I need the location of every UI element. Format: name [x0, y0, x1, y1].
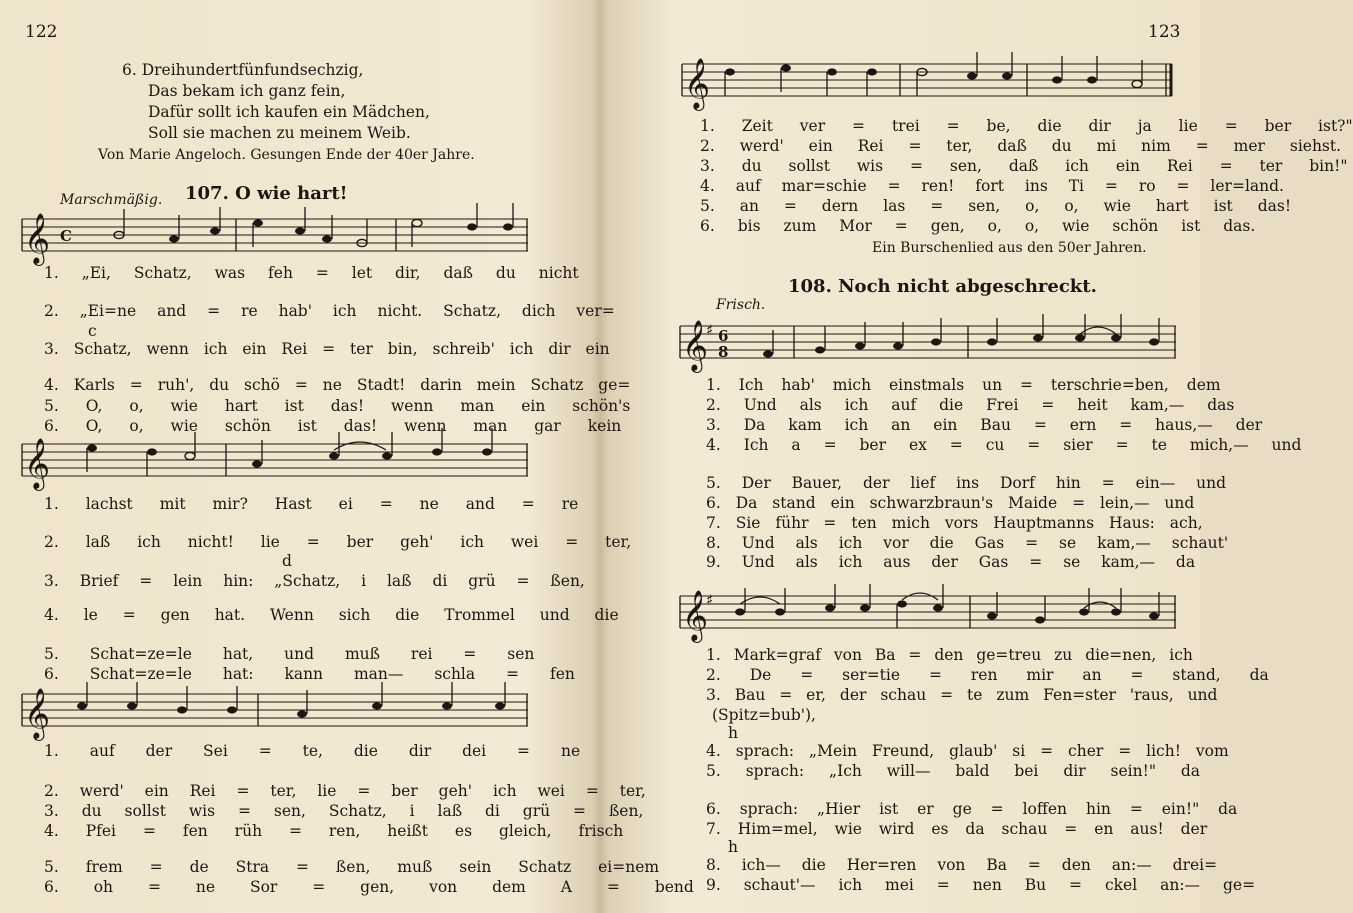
lyric-line: 6. Da stand ein schwarzbraun's Maide = lein,— und — [706, 494, 1195, 512]
song-title: 108. Noch nicht abgeschreckt. — [788, 276, 1097, 297]
lyric-line: 5. Schat=ze=le hat, und muß rei = sen — [44, 645, 535, 663]
verse-line: Dafür sollt ich kaufen ein Mädchen, — [148, 103, 430, 121]
lyric-line: 1. „Ei, Schatz, was feh = let dir, daß du nicht — [44, 264, 579, 282]
lyric-line: 2. laß ich nicht! lie = ber geh' ich wei = ter, — [44, 533, 632, 551]
lyric-line: 5. O, o, wie hart ist das! wenn man ein schön's — [44, 397, 631, 415]
music-staff — [22, 688, 528, 739]
lyric-line: 4. sprach: „Mein Freund, glaub' si = cher = lich! vom — [706, 742, 1229, 760]
lyric-line: 1. lachst mit mir? Hast ei = ne and = re — [44, 495, 579, 513]
lyric-line: 5. frem = de Stra = ßen, muß sein Schatz ei=nem — [44, 858, 660, 876]
source-note: Von Marie Angeloch. Gesungen Ende der 40er Jahre. — [98, 147, 475, 163]
lyric-line: 5. Der Bauer, der lief ins Dorf hin = ein— und — [706, 474, 1227, 492]
meter-bottom: 8 — [718, 343, 729, 361]
lyric-line: 6. bis zum Mor = gen, o, o, wie schön ist das. — [700, 217, 1256, 235]
lyric-line: 4. Ich a = ber ex = cu = sier = te mich,— und — [706, 436, 1302, 454]
lyric-line: 6. sprach: „Hier ist er ge = loffen hin = ein!" da — [706, 800, 1238, 818]
variant-letter: h — [728, 838, 738, 856]
variant-letter: d — [282, 552, 292, 570]
lyric-line: 9. Und als ich aus der Gas = se kam,— da — [706, 553, 1196, 571]
lyric-line: 6. O, o, wie schön ist das! wenn man gar kein — [44, 417, 622, 435]
svg-text:𝄞: 𝄞 — [684, 58, 711, 109]
tempo-marking: Frisch. — [716, 297, 766, 313]
lyric-line: 2. werd' ein Rei = ter, lie = ber geh' ich wei = ter, — [44, 782, 646, 800]
verse-line: Soll sie machen zu meinem Weib. — [148, 124, 411, 142]
svg-text:𝄞: 𝄞 — [24, 688, 51, 739]
lyric-line: 3. Da kam ich an ein Bau = ern = haus,— der — [706, 416, 1263, 434]
lyric-line: 3. Schatz, wenn ich ein Rei = ter bin, schreib' ich dir ein — [44, 340, 610, 358]
lyric-line: 8. Und als ich vor die Gas = se kam,— schaut' — [706, 534, 1229, 552]
lyric-line: 7. Sie führ = ten mich vors Hauptmanns Haus: ach, — [706, 514, 1203, 532]
lyric-line: 3. du sollst wis = sen, Schatz, i laß di grü = ßen, — [44, 802, 644, 820]
lyric-line: 3. du sollst wis = sen, daß ich ein Rei = ter bin!" — [700, 157, 1348, 175]
svg-text:𝄞: 𝄞 — [682, 320, 709, 371]
lyric-line: 2. De = ser=tie = ren mir an = stand, da — [706, 666, 1269, 684]
lyric-line: 1. auf der Sei = te, die dir dei = ne — [44, 742, 581, 760]
lyric-line: 4. Karls = ruh', du schö = ne Stadt! darin mein Schatz ge= — [44, 376, 631, 394]
lyric-line: 2. Und als ich auf die Frei = heit kam,— das — [706, 396, 1235, 414]
svg-text:𝄞: 𝄞 — [24, 438, 51, 489]
svg-text:C: C — [60, 227, 72, 245]
music-staff — [22, 438, 528, 489]
music-staff — [680, 320, 1176, 371]
lyric-line: 6. Schat=ze=le hat: kann man— schla = fen — [44, 665, 575, 683]
page-number-right: 123 — [1148, 22, 1181, 42]
lyric-line: 8. ich— die Her=ren von Ba = den an:— drei= — [706, 856, 1218, 874]
lyric-line: 7. Him=mel, wie wird es da schau = en aus! der — [706, 820, 1208, 838]
lyric-line: 6. oh = ne Sor = gen, von dem A = bend — [44, 878, 694, 896]
lyric-line: 2. „Ei=ne and = re hab' ich nicht. Schatz, dich ver= — [44, 302, 615, 320]
lyric-line: 1. Zeit ver = trei = be, die dir ja lie = ber ist?" — [700, 117, 1353, 135]
lyric-line: 3. Bau = er, der schau = te zum Fen=ster 'raus, und — [706, 686, 1218, 704]
source-note: Ein Burschenlied aus den 50er Jahren. — [872, 240, 1147, 256]
lyric-line: 3. Brief = lein hin: „Schatz, i laß di grü = ßen, — [44, 572, 585, 590]
lyric-line: 2. werd' ein Rei = ter, daß du mi nim = mer siehst. — [700, 137, 1342, 155]
variant-letter: h — [728, 724, 738, 742]
music-staff — [680, 590, 1176, 641]
svg-text:𝄞: 𝄞 — [682, 590, 709, 641]
lyric-line: (Spitz=bub'), — [712, 706, 816, 724]
svg-text:♯: ♯ — [706, 321, 714, 339]
music-staff — [22, 213, 528, 264]
song-title: 107. O wie hart! — [185, 183, 348, 204]
svg-text:𝄞: 𝄞 — [24, 213, 51, 264]
lyric-line: 5. sprach: „Ich will— bald bei dir sein!" da — [706, 762, 1201, 780]
meter-top: 6 — [718, 327, 729, 345]
lyric-line: 4. le = gen hat. Wenn sich die Trommel und die — [44, 606, 619, 624]
svg-text:♯: ♯ — [706, 591, 714, 609]
lyric-line: 1. Ich hab' mich einstmals un = terschrie=ben, dem — [706, 376, 1221, 394]
page-number-left: 122 — [25, 22, 58, 42]
verse-line: 6. Dreihundertfünfundsechzig, — [122, 61, 364, 79]
variant-letter: c — [88, 322, 97, 340]
verse-line: Das bekam ich ganz fein, — [148, 82, 346, 100]
lyric-line: 5. an = dern las = sen, o, o, wie hart ist das! — [700, 197, 1292, 215]
lyric-line: 4. Pfei = fen rüh = ren, heißt es gleich, frisch — [44, 822, 624, 840]
lyric-line: 9. schaut'— ich mei = nen Bu = ckel an:— ge= — [706, 876, 1256, 894]
tempo-marking: Marschmäßig. — [60, 192, 163, 208]
lyric-line: 1. Mark=graf von Ba = den ge=treu zu die=nen, ich — [706, 646, 1193, 664]
right-page — [600, 0, 1353, 913]
lyric-line: 4. auf mar=schie = ren! fort ins Ti = ro = ler=land. — [700, 177, 1284, 195]
music-staff — [682, 58, 1174, 109]
